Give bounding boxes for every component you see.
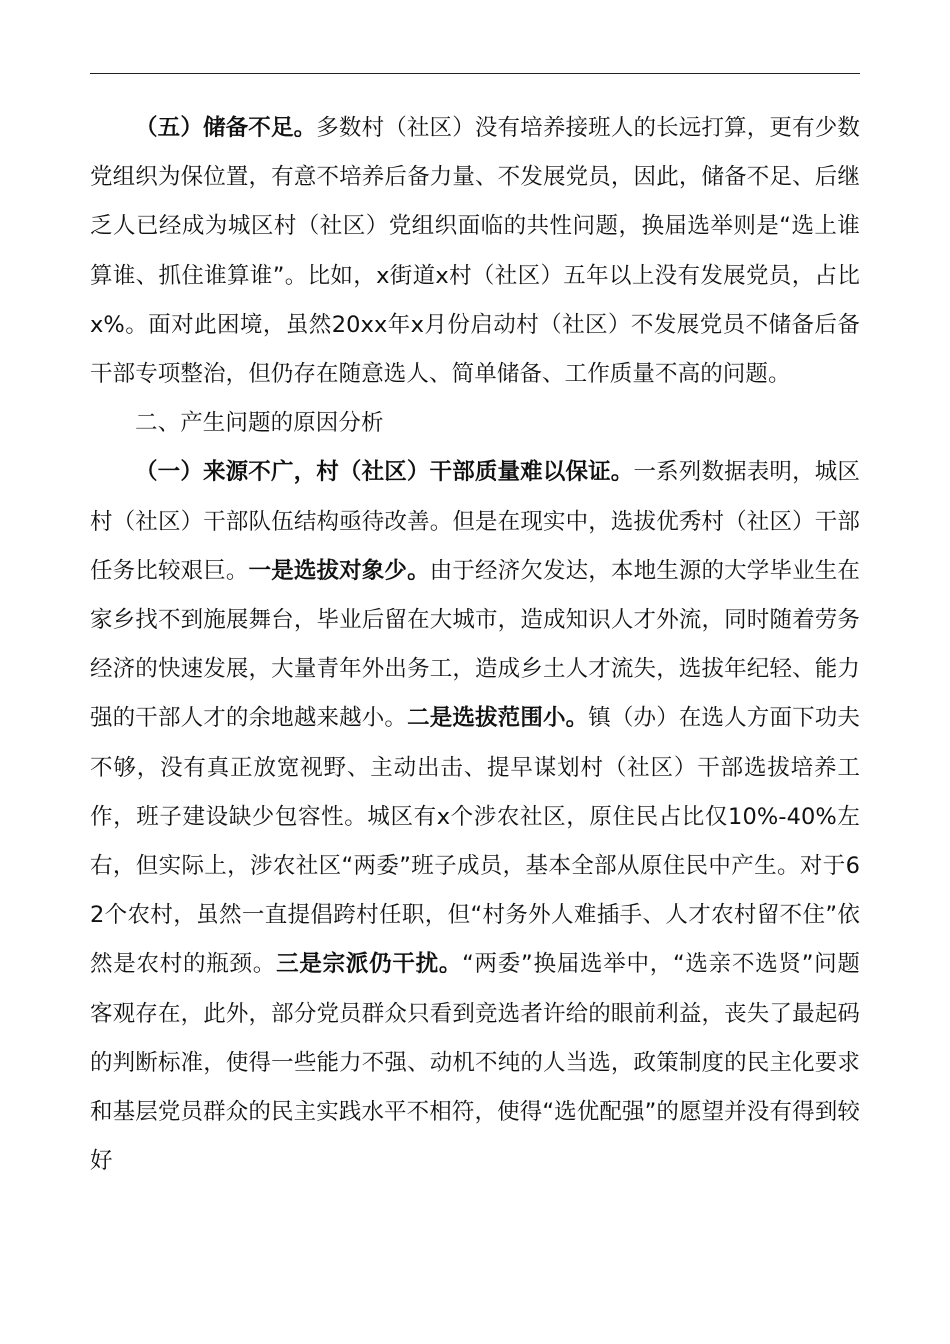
point-three-label: 三是宗派仍干扰。 [276,951,463,978]
header-rule [90,73,860,74]
point-one-label: 一是选拔对象少。 [248,557,430,584]
section-heading-causes [90,399,860,448]
point-two-text: 镇（办）在选人方面下功夫不够，没有真正放宽视野、主动出击、提早谋划村（社区）干部选拔培养工作，班子建设缺少包容性。城区有x个涉农社区，原住民占比仅10%-40%左右，但实际上，涉农社区“两委”班子成员，基本全部从原住民中产生。对于62个农村，虽然一直提倡跨村任职，但“村务外人难插手、人才农村留不住”依然是农村的瓶颈。 [90,705,860,978]
text-narrow-source-intro: 一系列数据表明，城区村（社区）干部队伍结构亟待改善。但是在现实中，选拔优秀村（社区）干部任务比较艰巨。 [90,459,860,584]
point-two-label: 二是选拔范围小。 [407,705,589,732]
point-one-text: 由于经济欠发达，本地生源的大学毕业生在家乡找不到施展舞台，毕业后留在大城市，造成知识人才外流，同时随着劳务经济的快速发展，大量青年外出务工，造成乡土人才流失，选拔年纪轻、能力强的干部人才的余地越来越小。 [90,557,860,732]
point-three-text: “两委”换届选举中，“选亲不选贤”问题客观存在，此外，部分党员群众只看到竞选者许给的眼前利益，丧失了最起码的判断标准，使得一些能力不强、动机不纯的人当选，政策制度的民主化要求和基层党员群众的民主实践水平不相符，使得“选优配强”的愿望并没有得到较好 [90,951,860,1175]
paragraph-reserve-shortage [90,104,860,399]
body-text [90,104,860,1186]
heading-reserve-shortage: （五）储备不足。 [135,115,317,141]
paragraph-narrow-source [90,448,860,1186]
section-title-causes: 二、产生问题的原因分析 [135,410,384,437]
heading-narrow-source: （一）来源不广，村（社区）干部质量难以保证。 [135,459,634,486]
text-reserve-shortage: 多数村（社区）没有培养接班人的长远打算，更有少数党组织为保位置，有意不培养后备力量、不发展党员，因此，储备不足、后继乏人已经成为城区村（社区）党组织面临的共性问题，换届选举则是“选上谁算谁、抓住谁算谁”。比如，x街道x村（社区）五年以上没有发展党员，占比x%。面对此困境，虽然20xx年x月份启动村（社区）不发展党员不储备后备干部专项整治，但仍存在随意选人、简单储备、工作质量不高的问题。 [90,115,860,388]
